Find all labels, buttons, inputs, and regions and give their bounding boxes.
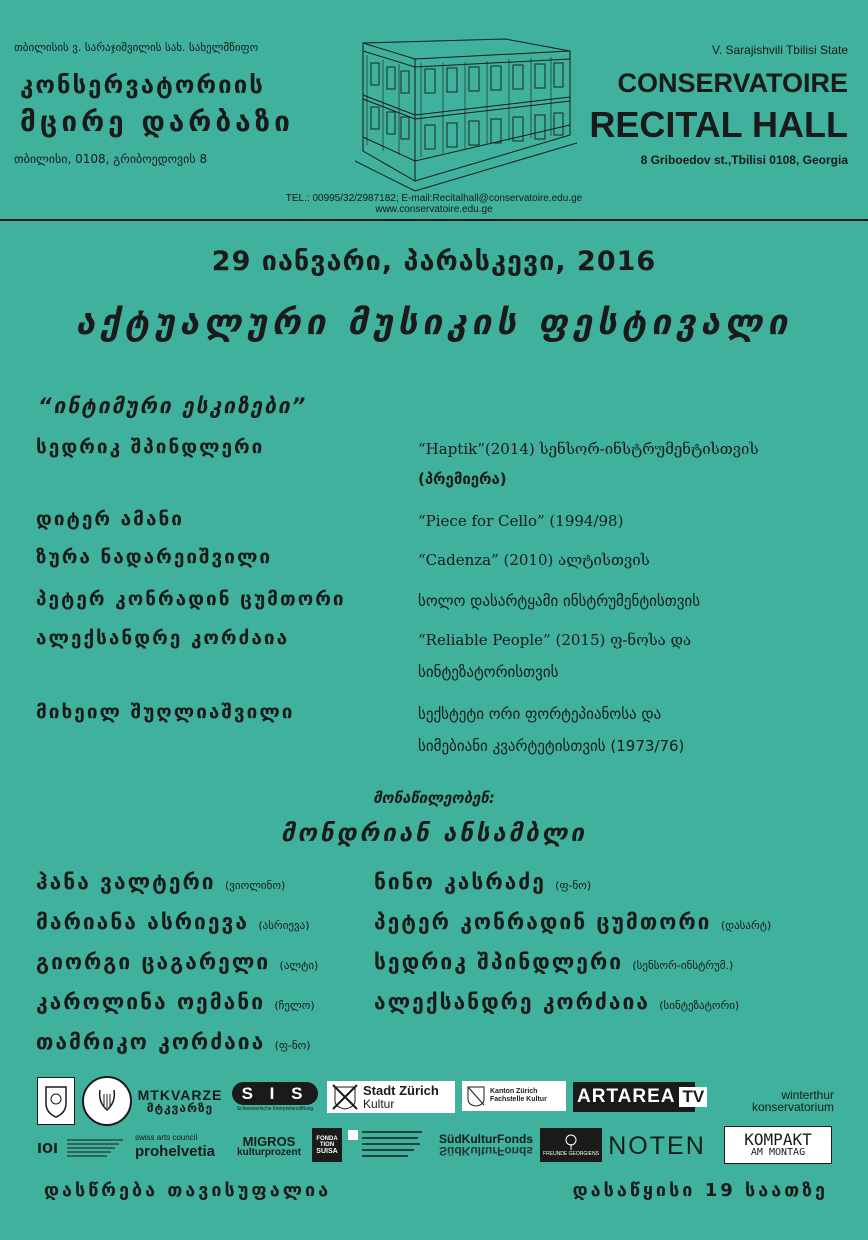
performer-left-2: მარიანა ასრიევა (ასრიევა)	[36, 910, 310, 934]
header-left-address: თბილისი, 0108, გრიბოედოვის 8	[14, 152, 208, 166]
contact-line2: www.conservatoire.edu.ge	[375, 204, 493, 215]
header-right-top-line: V. Sarajishvili Tbilisi State	[711, 43, 848, 57]
composer-5: ალექსანდრე კორძაია	[36, 627, 290, 649]
work-3-line1: “Cadenza” (2010) ალტისთვის	[418, 551, 650, 569]
fondation-suisa-logo: FONDA TION SUISA	[312, 1128, 342, 1162]
performer-right-1: ნინო კასრაძე (ფ-ნო)	[374, 870, 592, 894]
mtkvarze-logo: MTKVARZE მტკვარზე	[137, 1087, 223, 1115]
composer-1: სედრიკ შპინდლერი	[36, 436, 265, 458]
crest-logo	[37, 1077, 75, 1125]
work-6-line2: სიმებიანი კვარტეტისთვის (1973/76)	[418, 737, 685, 755]
lyre-seal-logo	[82, 1076, 132, 1126]
work-2-line1: “Piece for Cello” (1994/98)	[418, 512, 624, 530]
work-4-line1: სოლო დასარტყამი ინსტრუმენტისთვის	[418, 592, 701, 610]
swiss-cross-icon	[348, 1130, 358, 1140]
work-1-line1: “Haptik”(2014) სენსორ-ინსტრუმენტისთვის	[418, 440, 759, 458]
artarea-tv-logo: ARTAREA TV	[573, 1082, 695, 1112]
svg-text:ıoı: ıoı	[37, 1137, 58, 1157]
kompakt-am-montag-logo: KOMPAKT AM MONTAG	[724, 1126, 832, 1164]
performer-left-5: თამრიკო კორძაია (ფ-ნო)	[36, 1030, 311, 1054]
header-right-title-line1: CONSERVATOIRE	[617, 68, 848, 98]
performer-right-3: სედრიკ შპინდლერი (სენსორ-ინსტრუმ.)	[374, 950, 734, 974]
header-left-title-line2: მცირე დარბაზი	[20, 105, 294, 138]
swiss-embassy-logo	[348, 1128, 428, 1162]
festival-title: აქტუალური მუსიკის ფესტივალი	[75, 303, 793, 343]
migros-logo: MIGROS kulturprozent	[237, 1133, 301, 1158]
performer-left-1: ჰანა ვალტერი (ვიოლინო)	[36, 870, 286, 894]
sis-logo: S I S Schweizerische Interpretenstiftung	[228, 1078, 322, 1116]
header-right-title-line2: RECITAL HALL	[589, 104, 848, 145]
composer-2: დიტერ ამანი	[36, 508, 185, 530]
performer-right-4: ალექსანდრე კორძაია (სინტეზატორი)	[374, 990, 740, 1014]
program-title: “ინტიმური ესკიზები”	[38, 394, 308, 418]
header-left-top-line: თბილისის ვ. სარაჯიშვილის სახ. სახელმწიფო	[14, 41, 259, 54]
header-left-title-line1: კონსერვატორიის	[20, 71, 265, 99]
work-1-line2: (პრემიერა)	[418, 470, 507, 488]
performer-left-4: კაროლინა ოემანი (ჩელო)	[36, 990, 315, 1014]
io-lines-logo	[37, 1134, 123, 1160]
sudkulturfonds-logo: SüdKulturFonds SüdKulturFonds	[439, 1132, 533, 1158]
conservatoire-building-illustration	[355, 33, 577, 193]
performer-left-3: გიორგი ცაგარელი (ალტი)	[36, 950, 319, 974]
prohelvetia-logo: swiss arts council prohelvetia	[135, 1132, 216, 1160]
kanton-zurich-logo: Kanton Zürich Fachstelle Kultur	[462, 1081, 566, 1111]
admission-text: დასწრება თავისუფალია	[44, 1180, 332, 1201]
tree-icon	[561, 1134, 581, 1150]
composer-6: მიხეილ შუღლიაშვილი	[36, 701, 295, 723]
winterthur-logo: winterthur konservatorium	[751, 1088, 834, 1114]
performers-heading: მონაწილეობენ:	[373, 789, 495, 807]
noten-logo: NOTEN	[608, 1131, 706, 1160]
composer-4: პეტერ კონრადინ ცუმთორი	[36, 588, 346, 610]
event-date: 29 იანვარი, პარასკევი, 2016	[211, 246, 657, 277]
header-divider	[0, 219, 868, 221]
composer-3: ზურა ნადარეიშვილი	[36, 546, 273, 568]
contact-line1: TEL.: 00995/32/2987182; E-mail:Recitalhall@conservatoire.edu.ge	[285, 193, 583, 204]
ensemble-name: მონდრიან ანსამბლი	[280, 819, 588, 847]
start-time-text: დასაწყისი 19 საათზე	[572, 1180, 828, 1201]
freunde-georgiens-logo: FREUNDE GEORGIENS	[540, 1128, 602, 1162]
work-5-line1: “Reliable People” (2015) ფ-ნოსა და	[418, 631, 692, 649]
stadt-zurich-logo: Stadt Zürich Kultur	[327, 1081, 455, 1113]
work-5-line2: სინტეზატორისთვის	[418, 663, 559, 681]
work-6-line1: სექსტეტი ორი ფორტეპიანოსა და	[418, 705, 662, 723]
performer-right-2: პეტერ კონრადინ ცუმთორი (დასარტ)	[374, 910, 772, 934]
header-right-address: 8 Griboedov st.,Tbilisi 0108, Georgia	[640, 153, 848, 167]
